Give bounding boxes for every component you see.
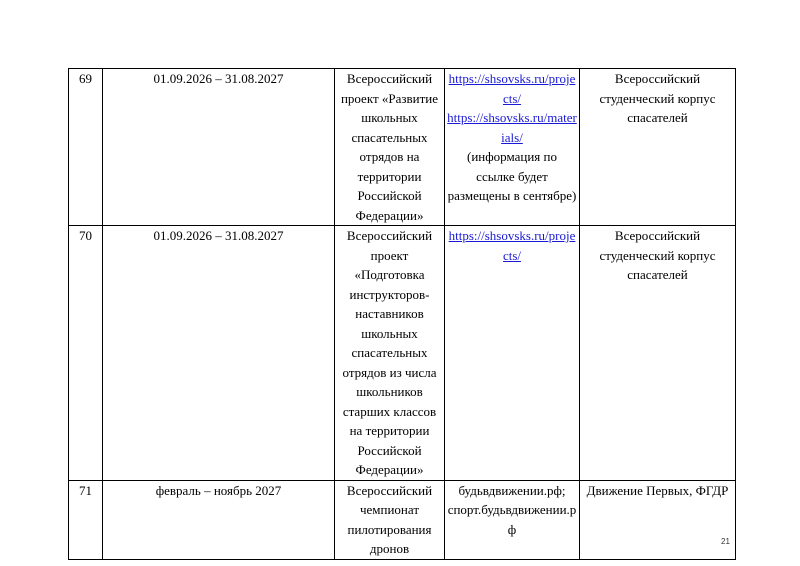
event-links-cell — [445, 226, 580, 481]
event-title: Всероссийский проект «Развитие школьных спасательных отрядов на территории Российской Федерации» — [335, 69, 445, 226]
event-site-text: будьвдвижении.рф; спорт.будьвдвижении.рф — [447, 482, 577, 537]
row-number: 71 — [69, 480, 103, 559]
event-period: 01.09.2026 – 31.08.2027 — [103, 69, 335, 226]
event-organizer: Всероссийский студенческий корпус спасателей — [580, 69, 736, 226]
table-row — [69, 69, 736, 226]
page-number: 21 — [721, 537, 730, 546]
event-period: 01.09.2026 – 31.08.2027 — [103, 226, 335, 481]
event-links-cell — [445, 480, 580, 559]
event-title: Всероссийский проект «Подготовка инструкторов-наставников школьных спасательных отрядов из числа школьников старших классов на территории Российской Федерации» — [335, 226, 445, 481]
row-number: 70 — [69, 226, 103, 481]
table-row — [69, 480, 736, 559]
event-links-cell — [445, 69, 580, 226]
table-row — [69, 226, 736, 481]
event-organizer: Движение Первых, ФГДР — [580, 480, 736, 559]
event-link[interactable]: https://shsovsks.ru/projects/ — [448, 71, 576, 106]
event-title: Всероссийский чемпионат пилотирования дронов — [335, 480, 445, 559]
row-number: 69 — [69, 69, 103, 226]
event-link[interactable]: https://shsovsks.ru/materials/ — [447, 110, 577, 145]
event-period: февраль – ноябрь 2027 — [103, 480, 335, 559]
event-organizer: Всероссийский студенческий корпус спасателей — [580, 226, 736, 481]
event-link[interactable]: https://shsovsks.ru/projects/ — [448, 228, 576, 263]
events-table — [68, 68, 736, 560]
link-note: (информация по ссылке будет размещены в сентябре) — [447, 149, 577, 203]
